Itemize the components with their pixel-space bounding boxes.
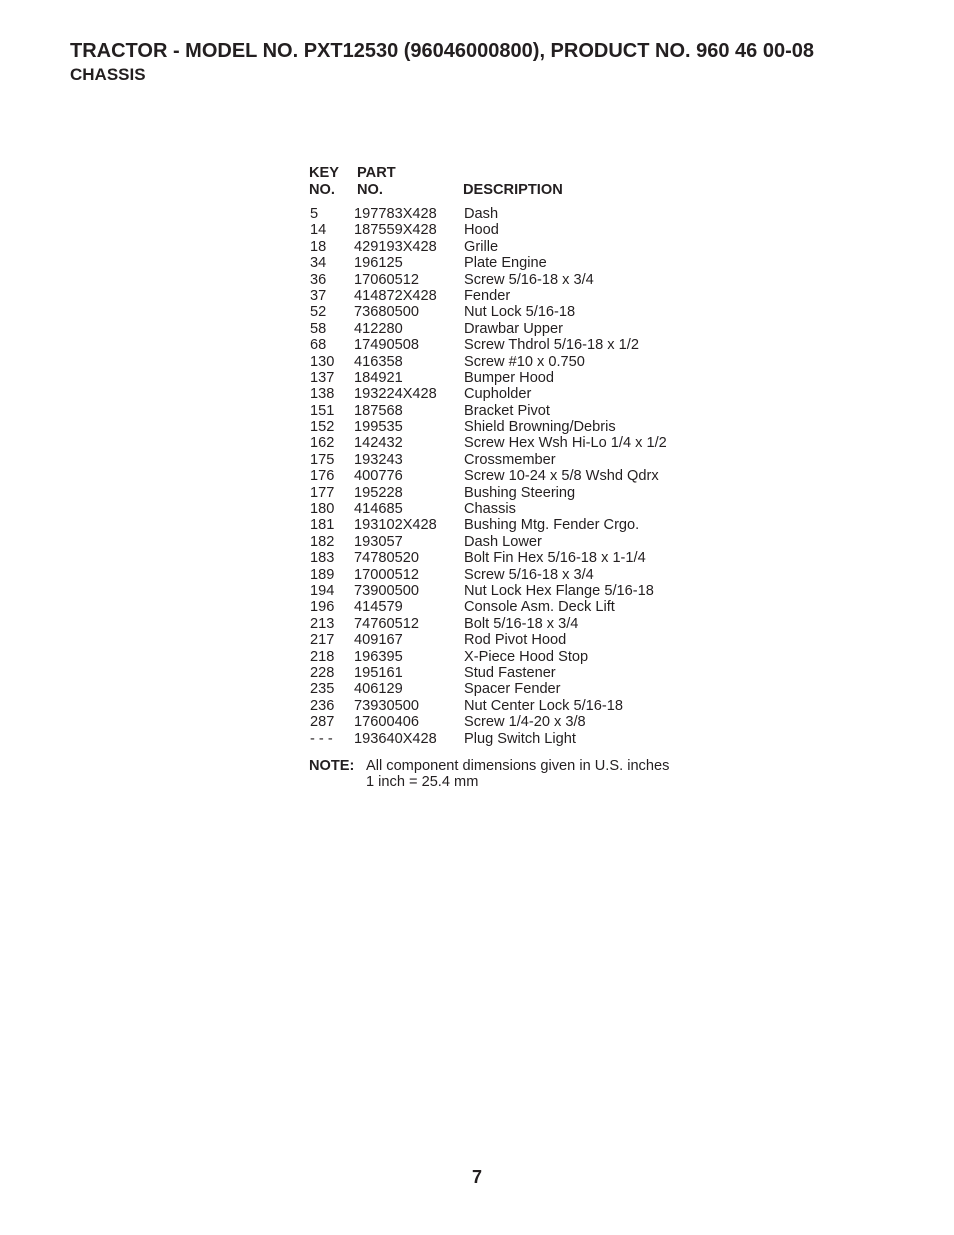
description-cell: Bushing Mtg. Fender Crgo. [464,517,640,534]
key-no-cell: 5 [310,206,319,222]
part-no-cell: 197783X428 [354,206,437,222]
description-cell: Bracket Pivot [464,402,550,419]
key-no-cell: 177 [310,484,335,501]
description-cell: Bumper Hood [464,369,555,386]
part-no-cell: 196395 [354,648,403,665]
description-cell: Shield Browning/Debris [464,419,616,436]
key-no-cell: 228 [310,664,335,681]
part-no-cell: 414872X428 [354,287,437,304]
note-label: NOTE: [309,758,355,774]
key-no-cell: 180 [310,501,335,518]
key-no-cell: 189 [310,566,335,583]
part-no-cell: 193102X428 [354,517,437,534]
description-cell: Screw #10 x 0.750 [464,353,585,370]
description-cell: X-Piece Hood Stop [464,648,589,665]
part-no-cell: 400776 [354,468,403,485]
key-no-cell: 68 [310,337,327,354]
key-no-cell: 14 [310,222,327,239]
key-no-cell: 218 [310,648,335,665]
key-no-cell: 217 [310,632,335,649]
key-no-cell: 18 [310,238,327,255]
description-cell: Fender [464,287,511,304]
description-cell: Cupholder [464,386,532,403]
description-cell: Dash Lower [464,533,542,550]
key-no-cell: 235 [310,681,335,698]
part-no-cell: 409167 [354,632,403,649]
description-cell: Nut Lock Hex Flange 5/16-18 [464,582,654,599]
key-no-cell: 34 [310,255,327,272]
description-cell: Nut Center Lock 5/16-18 [464,697,623,714]
description-cell: Screw 1/4-20 x 3/8 [464,714,586,731]
description-cell: Console Asm. Deck Lift [464,599,615,616]
part-header-line1: PART [357,165,396,181]
description-cell: Stud Fastener [464,664,556,681]
part-no-cell: 193243 [354,451,403,468]
part-no-cell: 412280 [354,320,403,337]
description-cell: Bolt 5/16-18 x 3/4 [464,615,579,632]
description-cell: Plug Switch Light [464,730,576,747]
part-no-cell: 142432 [354,435,403,452]
description-cell: Screw 10-24 x 5/8 Wshd Qdrx [464,468,659,485]
description-cell: Dash [464,206,499,222]
part-header-line2: NO. [357,182,383,198]
description-cell: Bolt Fin Hex 5/16-18 x 1-1/4 [464,550,646,567]
key-no-cell: 130 [310,353,335,370]
part-no-cell: 17490508 [354,337,419,354]
part-no-cell: 74780520 [354,550,419,567]
section-subtitle: CHASSIS [70,65,146,84]
part-no-cell: 184921 [354,369,403,386]
description-header: DESCRIPTION [463,182,563,198]
key-no-cell: 152 [310,419,335,436]
key-no-cell: 36 [310,271,327,288]
key-no-cell: 194 [310,582,335,599]
part-no-cell: 73900500 [354,582,419,599]
key-no-cell: 175 [310,451,335,468]
description-cell: Nut Lock 5/16-18 [464,304,576,321]
part-no-cell: 196125 [354,255,403,272]
description-cell: Rod Pivot Hood [464,632,567,649]
key-no-cell: 138 [310,386,335,403]
page-title: TRACTOR - MODEL NO. PXT12530 (96046000800), PRODUCT NO. 960 46 00-08 [70,40,814,62]
key-no-cell: 151 [310,402,335,419]
key-header-line2: NO. [309,182,335,198]
note-line1: All component dimensions given in U.S. inches [366,758,670,774]
part-no-cell: 17060512 [354,271,419,288]
part-no-cell: 199535 [354,419,403,436]
description-cell: Screw Thdrol 5/16-18 x 1/2 [464,337,639,354]
key-no-cell: 287 [310,714,335,731]
key-no-cell: 236 [310,697,335,714]
description-cell: Hood [464,222,499,239]
key-no-cell: - - - [310,730,333,747]
page-number: 7 [471,1167,482,1187]
part-no-cell: 73680500 [354,304,419,321]
description-cell: Bushing Steering [464,484,576,501]
part-no-cell: 17600406 [354,714,419,731]
part-no-cell: 193224X428 [354,386,437,403]
part-no-cell: 193640X428 [354,730,437,747]
description-cell: Screw Hex Wsh Hi-Lo 1/4 x 1/2 [464,435,667,452]
key-no-cell: 37 [310,287,327,304]
part-no-cell: 406129 [354,681,403,698]
part-no-cell: 416358 [354,353,403,370]
part-no-cell: 17000512 [354,566,419,583]
part-no-cell: 187568 [354,402,403,419]
description-cell: Drawbar Upper [464,320,563,337]
description-cell: Spacer Fender [464,681,561,698]
note-line2: 1 inch = 25.4 mm [366,774,479,791]
description-cell: Plate Engine [464,255,547,272]
part-no-cell: 429193X428 [354,238,437,255]
description-cell: Chassis [464,501,516,518]
key-no-cell: 196 [310,599,335,616]
key-no-cell: 176 [310,468,335,485]
part-no-cell: 414579 [354,599,403,616]
part-no-cell: 195161 [354,664,403,681]
part-no-cell: 74760512 [354,615,419,632]
key-no-cell: 213 [310,615,335,632]
description-cell: Screw 5/16-18 x 3/4 [464,271,594,288]
key-no-cell: 183 [310,550,335,567]
part-no-cell: 73930500 [354,697,419,714]
key-no-cell: 182 [310,533,335,550]
part-no-cell: 193057 [354,533,403,550]
key-no-cell: 58 [310,320,327,337]
description-cell: Grille [464,238,499,255]
key-no-cell: 52 [310,304,327,321]
key-no-cell: 162 [310,435,335,452]
part-no-cell: 414685 [354,501,403,518]
description-cell: Screw 5/16-18 x 3/4 [464,566,594,583]
key-no-cell: 137 [310,369,335,386]
part-no-cell: 187559X428 [354,222,437,239]
key-no-cell: 181 [310,517,335,534]
description-cell: Crossmember [464,451,556,468]
key-header-line1: KEY [309,165,340,181]
part-no-cell: 195228 [354,484,403,501]
